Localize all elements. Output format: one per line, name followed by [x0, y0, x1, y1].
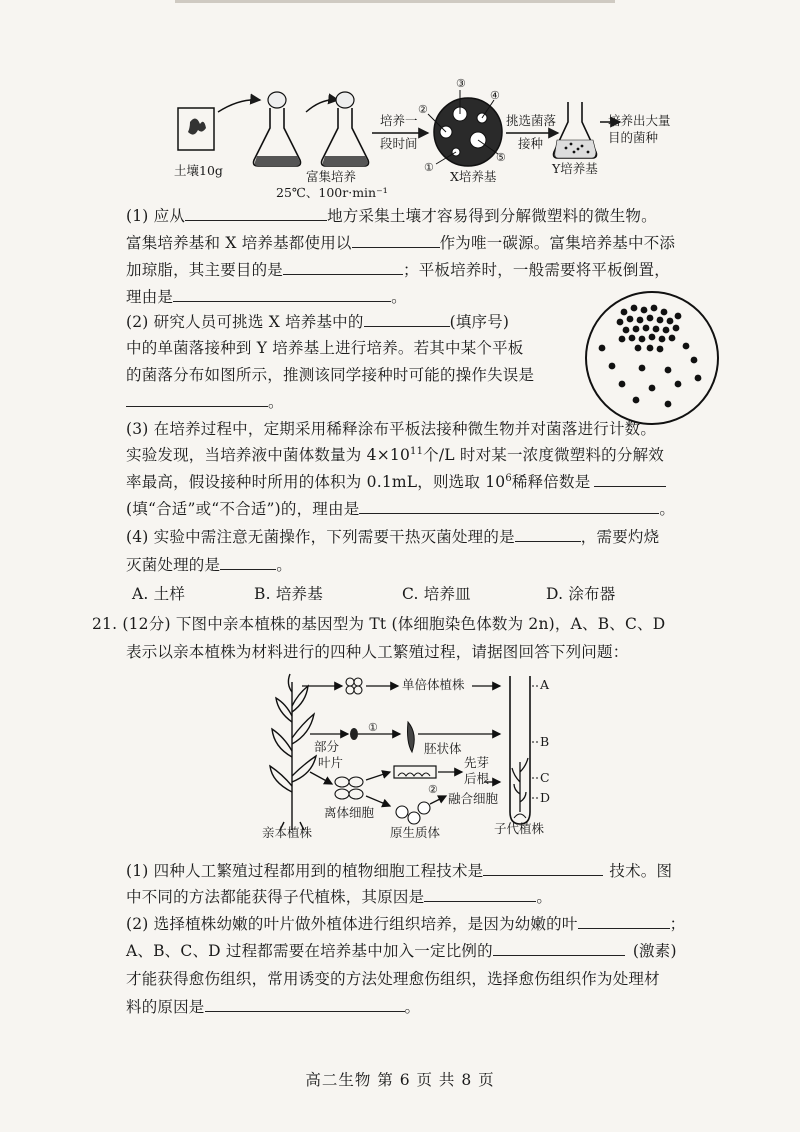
haploid-label: 单倍体植株	[402, 677, 465, 692]
colony-plate-figure	[582, 288, 722, 428]
colony-plate	[582, 288, 722, 428]
q21-p1-line1: (1) 四种人工繁殖过程都用到的植物细胞工程技术是 技术。图	[126, 862, 673, 880]
q20-p1-line2: 富集培养基和 X 培养基都使用以 作为唯一碳源。富集培养基中不添	[126, 234, 676, 252]
q21-p2-line3: 才能获得愈伤组织，常用诱变的方法处理愈伤组织，选择愈伤组织作为处理材	[126, 970, 660, 988]
q20-p1-line3: 加琼脂，其主要目的是 ；平板培养时，一般需要将平板倒置，	[126, 261, 670, 279]
q20-p3-line2: 实验发现，当培养液中菌体数量为 $4\times 10^{11}$个/L 时对某一浓度微塑料的分解效	[126, 446, 664, 464]
label-b: B	[540, 734, 550, 749]
offspring-label: 子代植株	[494, 821, 545, 836]
x-medium-label: X培养基	[450, 169, 497, 184]
q20-p3-line4: (填“合适”或“不合适”)的，理由是 。	[126, 500, 676, 518]
callus-tray	[394, 766, 436, 778]
page-edge	[175, 0, 615, 3]
step-2-label: ②	[428, 783, 438, 796]
culture-label-2: 段时间	[380, 136, 418, 151]
q20-p3-line3: 率最高，假设接种时所用的体积为 0.1mL，则选取 $10^6$稀释倍数是	[126, 473, 666, 492]
answer-blank[interactable]	[364, 325, 450, 327]
flask-2-plug	[336, 92, 354, 108]
q21-p2-line2: A、B、C、D 过程都需要在培养基中加入一定比例的 (激素)	[126, 942, 677, 960]
y-medium-label: Y培养基	[552, 161, 598, 176]
protoplast-label: 原生质体	[390, 825, 441, 840]
root-after-label: 后根	[464, 771, 490, 786]
pollen-cells	[346, 678, 362, 694]
leaf-label: 叶片	[318, 755, 344, 770]
q20-p3-line1: (3) 在培养过程中，定期采用稀释涂布平板法接种微生物并对菌落进行计数。	[126, 420, 657, 438]
arrow	[306, 100, 338, 112]
flask-1-liquid	[255, 156, 300, 166]
step-1-label: ①	[368, 721, 378, 734]
offspring-plant	[512, 758, 528, 812]
q21-head-line1: 21. (12分) 下图中亲本植株的基因型为 Tt (体细胞染色体数为 2n)，A、B、C、D	[92, 615, 666, 633]
option-c[interactable]: C. 培养皿	[402, 585, 471, 603]
arrow	[218, 100, 260, 112]
protoplasts	[396, 802, 430, 824]
answer-blank[interactable]	[493, 954, 625, 956]
embryoid-shape	[408, 722, 415, 752]
colony-number-3: ③	[456, 77, 466, 90]
fused-cell-label: 融合细胞	[448, 791, 499, 806]
option-b[interactable]: B. 培养基	[254, 585, 323, 603]
q20-p1-line4: 理由是 。	[126, 288, 407, 306]
answer-blank[interactable]	[352, 246, 440, 248]
result-label-1: 培养出大量	[608, 113, 671, 128]
parent-plant	[270, 674, 316, 830]
flask-2-liquid	[323, 156, 368, 166]
colony-number-5: ⑤	[496, 151, 506, 164]
colony-number-2: ②	[418, 103, 428, 116]
answer-blank[interactable]	[515, 540, 581, 542]
soil-sample	[188, 118, 206, 134]
q20-p2-line4: 。	[126, 393, 284, 412]
page-footer: 高二生物 第 6 页 共 8 页	[305, 1071, 495, 1089]
enrichment-flow-figure	[160, 78, 680, 203]
propagation-diagram	[262, 672, 562, 840]
answer-blank[interactable]	[483, 874, 603, 876]
answer-blank[interactable]	[594, 485, 666, 487]
q20-p4-line2: 灭菌处理的是 。	[126, 556, 292, 574]
isolated-cells	[335, 777, 363, 799]
label-c: C	[540, 770, 550, 785]
option-d[interactable]: D. 涂布器	[546, 585, 616, 603]
flask-1-plug	[268, 92, 286, 108]
partial-label: 部分	[314, 739, 340, 754]
q21-p2-line1: (2) 选择植株幼嫩的叶片做外植体进行组织培养，是因为幼嫩的叶 ；	[126, 915, 686, 933]
q21-p2-line4: 料的原因是 。	[126, 998, 421, 1016]
culture-label-1: 培养一	[380, 113, 418, 128]
answer-blank[interactable]	[359, 512, 659, 514]
soil-label: 土壤10g	[174, 163, 223, 178]
y-flask-liquid	[555, 140, 596, 158]
enrich-label: 富集培养	[306, 169, 357, 184]
q21-head-line2: 表示以亲本植株为材料进行的四种人工繁殖过程，请据图回答下列问题：	[126, 643, 629, 661]
enrich-condition: 25℃、100r·min⁻¹	[276, 185, 388, 200]
flow-diagram	[160, 78, 680, 203]
q20-p2-line3: 的菌落分布如图所示，推测该同学接种时可能的操作失误是	[126, 366, 535, 384]
plant-propagation-figure	[262, 672, 562, 840]
q21-p1-line2: 中不同的方法都能获得子代植株，其原因是 。	[126, 888, 553, 906]
answer-blank[interactable]	[185, 219, 327, 221]
q20-p2-line2: 中的单菌落接种到 Y 培养基上进行培养。若其中某个平板	[126, 339, 524, 357]
answer-blank[interactable]	[424, 900, 536, 902]
answer-blank[interactable]	[283, 273, 403, 275]
colony-number-4: ④	[490, 89, 500, 102]
colony-number-1: ①	[424, 161, 434, 174]
embryoid-label: 胚状体	[424, 741, 462, 756]
parent-plant-label: 亲本植株	[262, 825, 313, 840]
q20-p1-line1: (1) 应从 地方采集土壤才容易得到分解微塑料的微生物。	[126, 207, 657, 225]
answer-blank[interactable]	[126, 405, 268, 407]
answer-blank[interactable]	[205, 1010, 405, 1012]
label-a: A	[540, 677, 550, 692]
pick-label-1: 挑选菌落	[506, 113, 557, 128]
q20-p4-line1: (4) 实验中需注意无菌操作，下列需要干热灭菌处理的是 ，需要灼烧	[126, 528, 660, 546]
answer-blank[interactable]	[220, 568, 276, 570]
shoot-first-label: 先芽	[464, 755, 490, 770]
label-d: D	[540, 790, 551, 805]
isolated-cell-label: 离体细胞	[324, 805, 375, 820]
answer-blank[interactable]	[578, 927, 670, 929]
answer-blank[interactable]	[173, 300, 391, 302]
q20-p2-line1: (2) 研究人员可挑选 X 培养基中的 (填序号)	[126, 313, 510, 331]
result-label-2: 目的菌种	[608, 130, 659, 145]
pick-label-2: 接种	[518, 136, 544, 151]
option-a[interactable]: A. 土样	[132, 585, 186, 603]
